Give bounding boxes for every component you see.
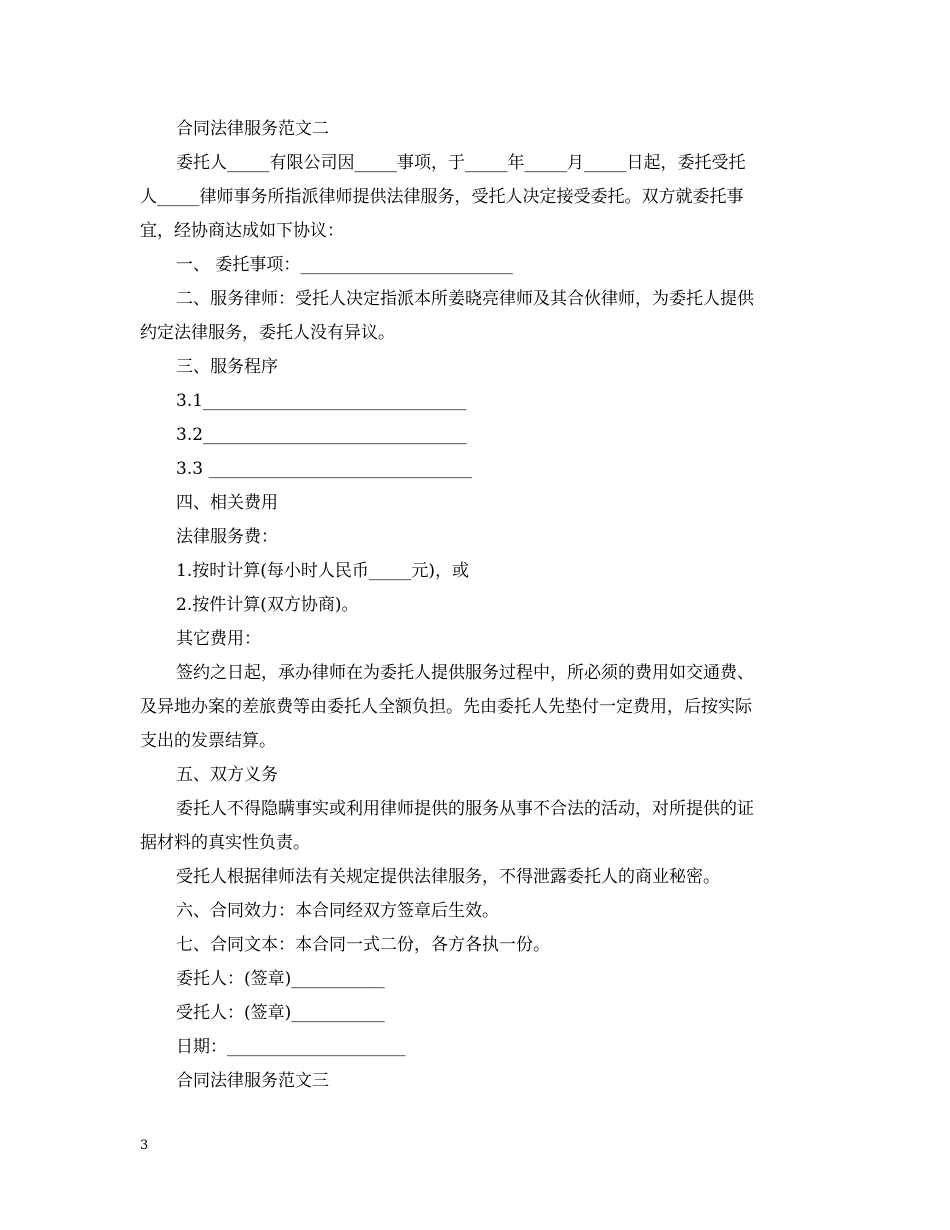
list-item: 3.3 _______________________________ <box>176 459 472 479</box>
section-title-two: 合同法律服务范文二 <box>176 119 329 139</box>
clause-heading: 五、双方义务 <box>176 765 278 785</box>
list-item: 2.按件计算(双方协商)。 <box>176 595 359 615</box>
paragraph-line: 二、服务律师：受托人决定指派本所姜晓亮律师及其合伙律师，为委托人提供 <box>176 289 754 309</box>
paragraph-line: 支出的发票结算。 <box>140 731 276 751</box>
clause-heading: 七、合同文本：本合同一式二份，各方各执一份。 <box>176 935 550 955</box>
paragraph-line: 委托人不得隐瞒事实或利用律师提供的服务从事不合法的活动，对所提供的证 <box>176 799 754 819</box>
clause-heading: 一、 委托事项：_________________________ <box>176 255 513 275</box>
paragraph-line: 约定法律服务，委托人没有异议。 <box>140 323 395 343</box>
date-line: 日期：_____________________ <box>176 1037 406 1057</box>
signature-line: 委托人：(签章)___________ <box>176 969 385 989</box>
paragraph-line: 及异地办案的差旅费等由委托人全额负担。先由委托人先垫付一定费用，后按实际 <box>140 697 752 717</box>
paragraph-line: 法律服务费： <box>176 527 278 547</box>
paragraph-line: 受托人根据律师法有关规定提供法律服务，不得泄露委托人的商业秘密。 <box>176 867 720 887</box>
paragraph-line: 委托人_____有限公司因_____事项，于_____年_____月_____日起，委托受托 <box>176 153 746 173</box>
signature-line: 受托人：(签章)___________ <box>176 1003 385 1023</box>
clause-heading: 六、合同效力：本合同经双方签章后生效。 <box>176 901 499 921</box>
section-title-three: 合同法律服务范文三 <box>176 1071 329 1091</box>
list-item: 1.按时计算(每小时人民币_____元)，或 <box>176 561 469 581</box>
clause-heading: 三、服务程序 <box>176 357 278 377</box>
list-item: 3.2_______________________________ <box>176 425 467 445</box>
list-item: 3.1_______________________________ <box>176 391 467 411</box>
paragraph-line: 人_____律师事务所指派律师提供法律服务，受托人决定接受委托。双方就委托事 <box>140 187 744 207</box>
paragraph-line: 其它费用： <box>176 629 261 649</box>
paragraph-line: 据材料的真实性负责。 <box>140 833 310 853</box>
paragraph-line: 宜，经协商达成如下协议： <box>140 221 344 241</box>
page-number: 3 <box>140 1138 149 1153</box>
paragraph-line: 签约之日起，承办律师在为委托人提供服务过程中，所必须的费用如交通费、 <box>176 663 754 683</box>
clause-heading: 四、相关费用 <box>176 493 278 513</box>
